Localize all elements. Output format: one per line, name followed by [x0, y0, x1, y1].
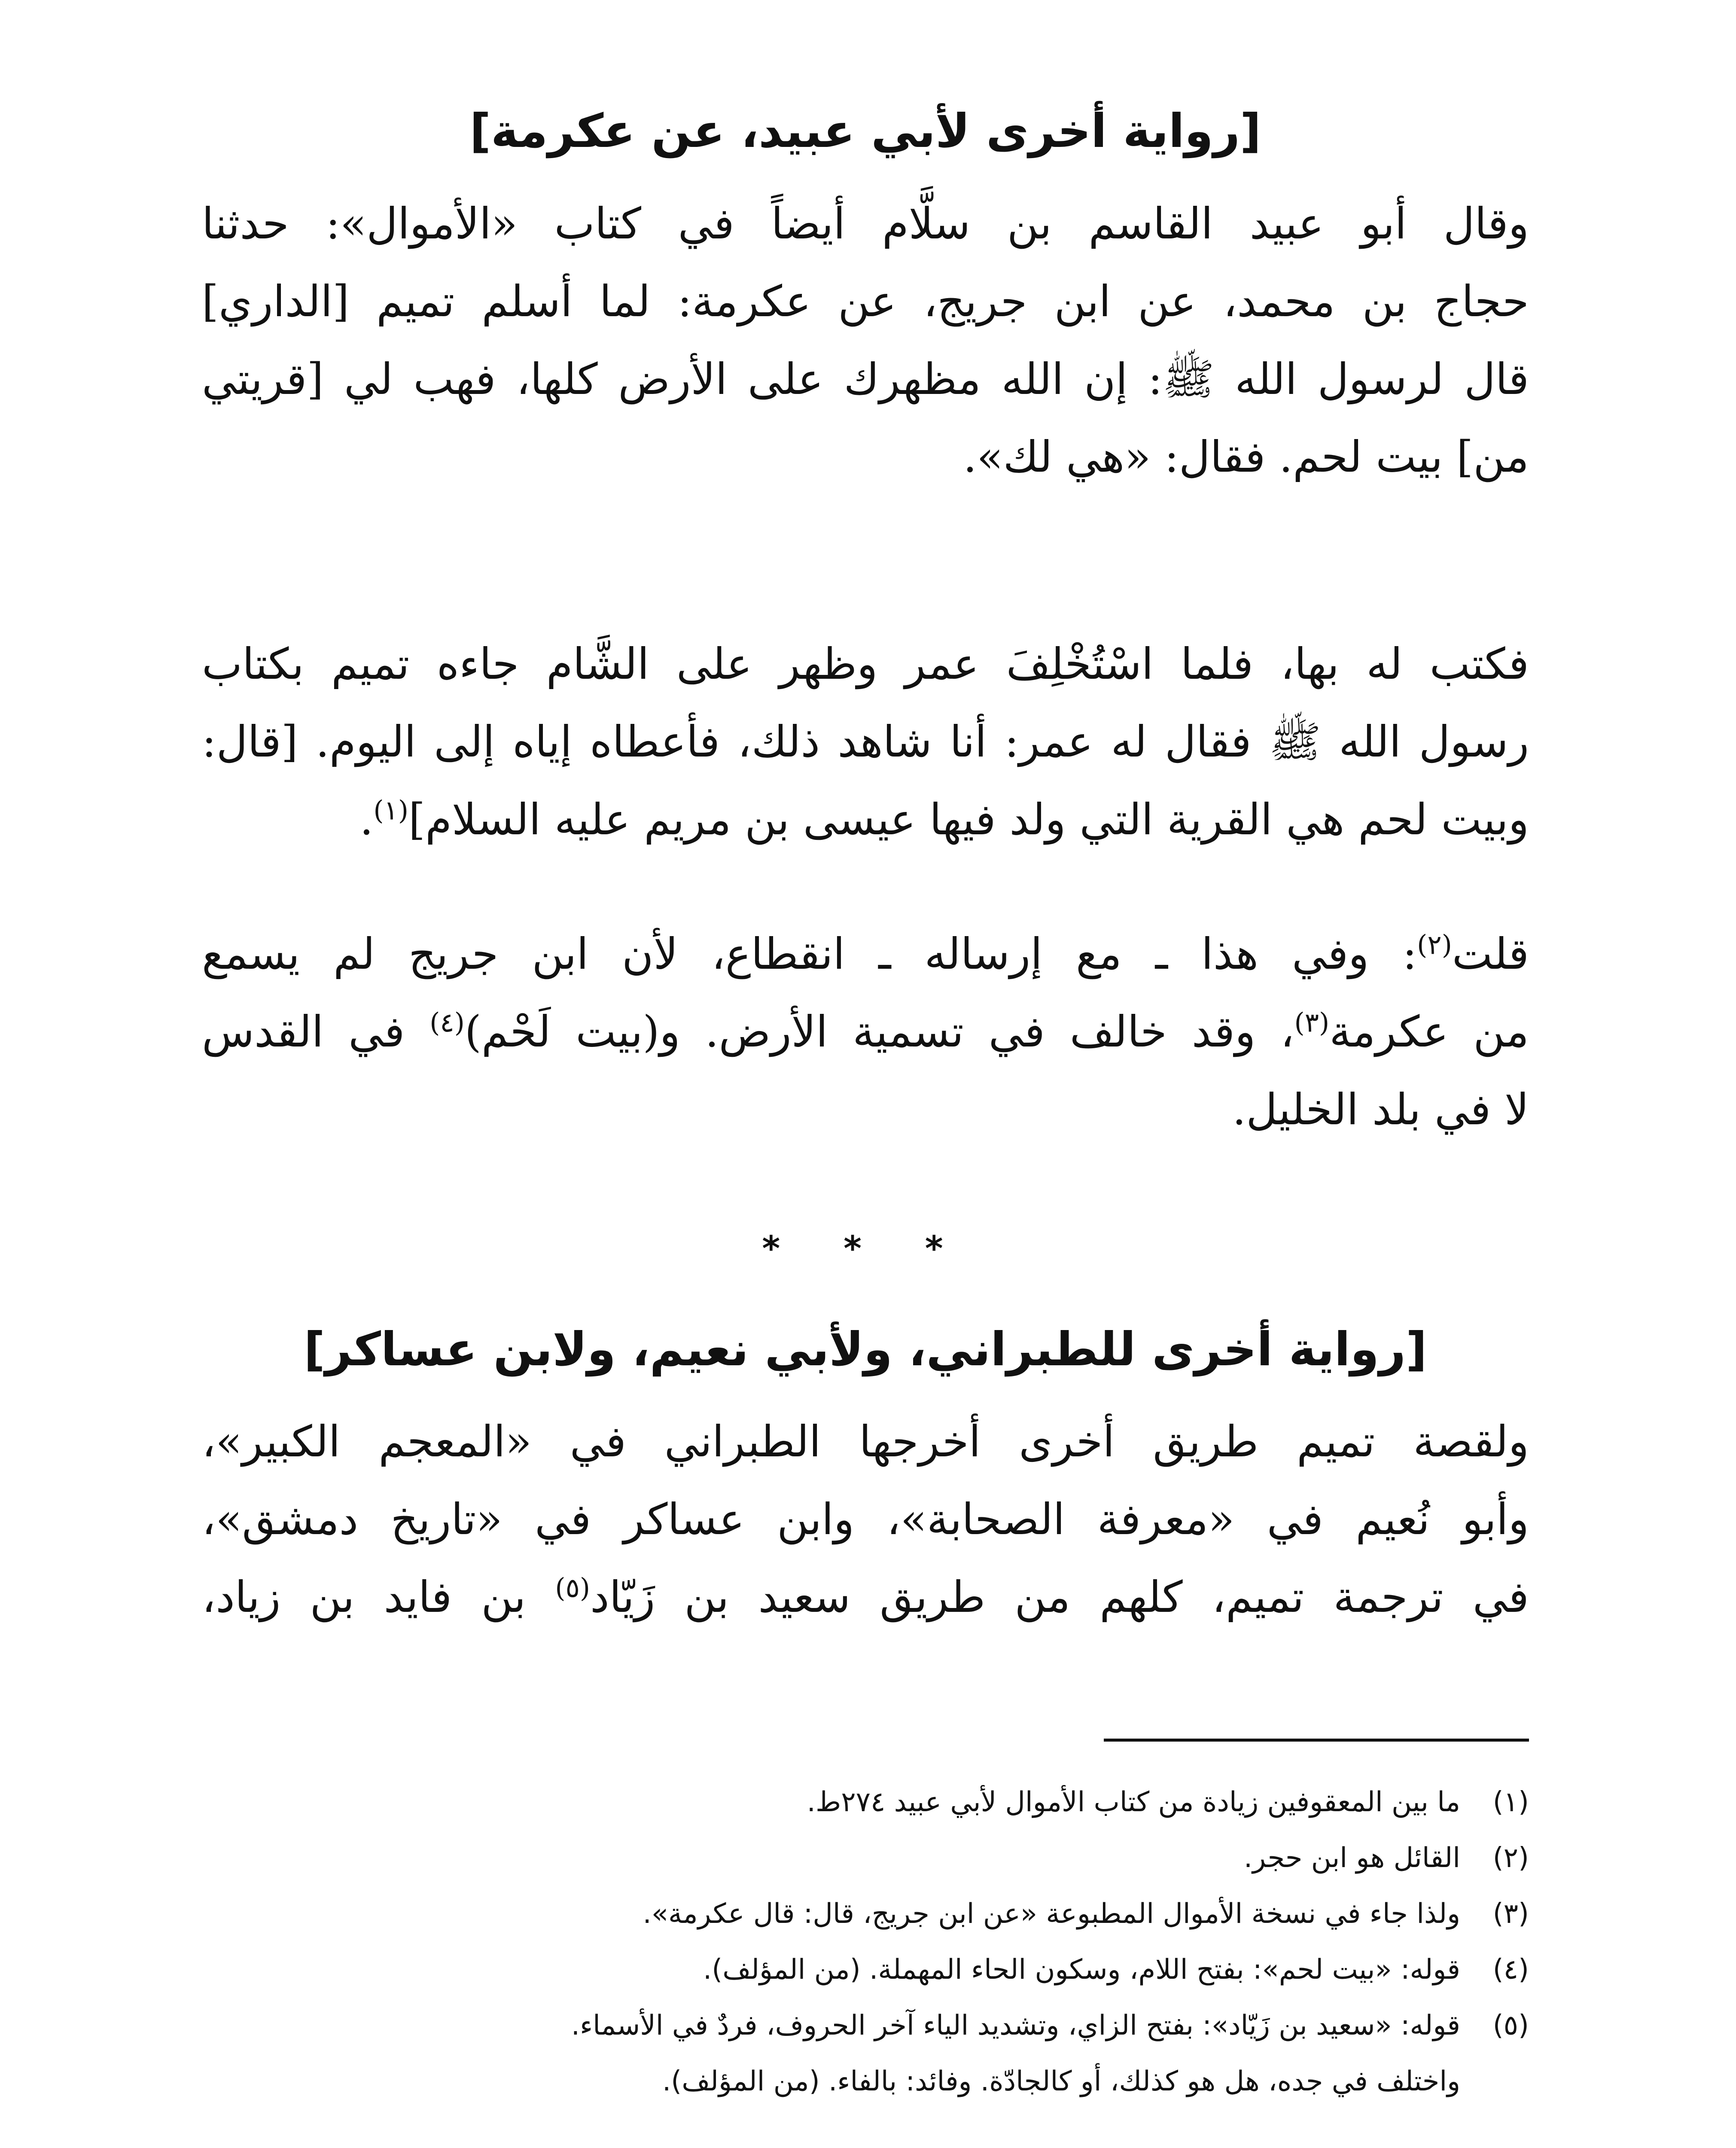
text-fragment: قلت	[1452, 929, 1529, 979]
footnote-number: (٢)	[1492, 1842, 1529, 1874]
footnote-text: ما بين المعقوفين زيادة من كتاب الأموال لأبي عبيد ٢٧٤ط.	[807, 1786, 1460, 1818]
text-fragment: وبيت لحم هي القرية التي ولد فيها عيسى بن مريم عليه السلام]	[408, 794, 1529, 845]
footnote-item	[202, 1886, 1529, 1942]
section-heading: [رواية أخرى لأبي عبيد، عن عكرمة]	[469, 104, 1261, 158]
text-fragment: ، وقد خالف في تسمية الأرض. و(بيت لَحْم)	[464, 1007, 1294, 1057]
text-fragment: .	[359, 794, 374, 845]
text-fragment: بن فايد بن زياد،	[202, 1572, 555, 1622]
section-separator: * * *	[762, 1229, 969, 1269]
footnote-ref[interactable]: (٥)	[555, 1572, 591, 1604]
text-line: وأبو نُعيم في «معرفة الصحابة»، وابن عساكر في «تاريخ دمشق»،	[202, 1494, 1529, 1544]
text-fragment: من عكرمة	[1329, 1007, 1529, 1057]
footnote-divider	[1104, 1739, 1529, 1742]
footnote-item	[202, 1998, 1529, 2053]
text-line: حجاج بن محمد، عن ابن جريج، عن عكرمة: لما أسلم تميم [الداري]	[202, 276, 1529, 326]
text-fragment: في ترجمة تميم، كلهم من طريق سعيد بن زَيّاد	[590, 1572, 1529, 1622]
paragraph	[202, 625, 1529, 858]
text-line	[202, 781, 1529, 858]
text-fragment: في القدس	[202, 1007, 430, 1057]
footnote-ref[interactable]: (٤)	[429, 1007, 465, 1038]
text-line: قال لرسول الله ﷺ: إن الله مظهرك على الأرض كلها، فهب لي [قريتي	[202, 354, 1529, 404]
paragraph	[202, 185, 1529, 496]
footnote-item	[202, 1942, 1529, 1998]
paragraph	[202, 1403, 1529, 1636]
footnote-ref[interactable]: (٣)	[1294, 1007, 1330, 1038]
footnote-ref[interactable]: (٢)	[1417, 929, 1452, 961]
footnote-text: القائل هو ابن حجر.	[1243, 1842, 1460, 1874]
book-page	[202, 0, 1529, 2148]
text-line: لا في بلد الخليل.	[1232, 1084, 1529, 1135]
paragraph	[202, 915, 1529, 1148]
text-line: وقال أبو عبيد القاسم بن سلَّام أيضاً في كتاب «الأموال»: حدثنا	[202, 198, 1529, 249]
section-heading: [رواية أخرى للطبراني، ولأبي نعيم، ولابن عساكر]	[304, 1323, 1427, 1376]
text-line: ولقصة تميم طريق أخرى أخرجها الطبراني في «المعجم الكبير»،	[202, 1416, 1529, 1467]
footnote-text: قوله: «سعيد بن زَيّاد»: بفتح الزاي، وتشديد الياء آخر الحروف، فردٌ في الأسماء.	[571, 2010, 1460, 2041]
text-line	[202, 1558, 1529, 1636]
footnote-item	[202, 1774, 1529, 1830]
text-line: فكتب له بها، فلما اسْتُخْلِفَ عمر وظهر على الشَّام جاءه تميم بكتاب	[202, 639, 1529, 689]
footnote-item	[202, 1830, 1529, 1886]
footnote-ref[interactable]: (١)	[373, 794, 409, 826]
text-line: رسول الله ﷺ فقال له عمر: أنا شاهد ذلك، فأعطاه إياه إلى اليوم. [قال:	[202, 717, 1529, 767]
footnote-number: (٥)	[1492, 2010, 1529, 2041]
footnote-number: (٤)	[1492, 1954, 1529, 1986]
text-line	[202, 993, 1529, 1071]
text-line	[202, 915, 1529, 993]
footnote-text: ولذا جاء في نسخة الأموال المطبوعة «عن ابن جريج، قال: قال عكرمة».	[643, 1898, 1460, 1930]
text-line: من] بيت لحم. فقال: «هي لك».	[963, 432, 1529, 482]
footnote-continuation: واختلف في جده، هل هو كذلك، أو كالجادّة. وفائد: بالفاء. (من المؤلف).	[662, 2066, 1460, 2097]
footnotes-list	[202, 1774, 1529, 2109]
footnote-text: قوله: «بيت لحم»: بفتح اللام، وسكون الحاء المهملة. (من المؤلف).	[703, 1954, 1460, 1986]
footnote-number: (١)	[1492, 1786, 1529, 1818]
footnote-number: (٣)	[1492, 1898, 1529, 1930]
text-fragment: : وفي هذا ـ مع إرساله ـ انقطاع، لأن ابن جريج لم يسمع	[202, 929, 1417, 979]
